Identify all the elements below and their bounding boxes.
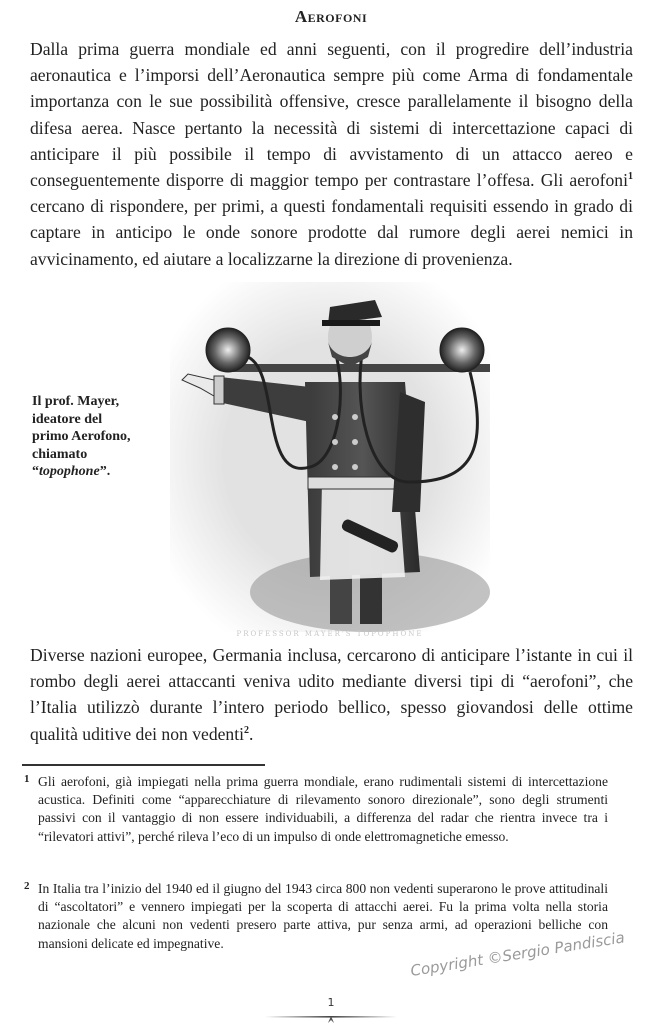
footnote-1 bbox=[24, 773, 624, 846]
engraving-label: PROFESSOR MAYER'S TOPOPHONE bbox=[236, 630, 424, 638]
caption-line bbox=[32, 463, 172, 481]
page-number: 1 bbox=[327, 996, 335, 1009]
caption-line: Il prof. Mayer, bbox=[32, 394, 120, 409]
copyright-watermark: Copyright ©Sergio Pandiscia bbox=[409, 928, 626, 980]
page-title: Aerofoni bbox=[294, 7, 368, 26]
footnote-number: 1 bbox=[24, 773, 30, 785]
body-paragraph-2 bbox=[30, 642, 633, 747]
footnote-text: Gli aerofoni, già impiegati nella prima guerra mondiale, erano rudimentali sistemi di intercettazione acustica. Definiti come “apparecchiature di rilevamento sonoro direzionale”, sono degli strumenti passivi con il vantaggio di non essere individuabili, a differenza del radar che rientra invece tra i “rilevatori attivi”, perché rileva l’eco di un impulso di onde elettromagnetiche emesso. bbox=[38, 774, 608, 844]
paragraph-text: Dalla prima guerra mondiale ed anni seguenti, con il progredire dell’industria aeronautica e l’imporsi dell’Aeronautica sempre più come Arma di fondamentale importanza con le sue possibilità offensive, cresce parallelamente il bisogno della difesa aerea. Nasce pertanto la necessità di sistemi di intercettazione capaci di anticipare il più possibile il tempo di avvistamento di un attacco aereo e conseguentemente disporre di maggior tempo per contrastare l’offesa. Gli aerofoni bbox=[30, 39, 633, 191]
paragraph-text: . bbox=[249, 723, 254, 744]
topophone-illustration bbox=[170, 282, 490, 638]
caption-italic-term: topophone bbox=[39, 464, 100, 479]
footnote-text: In Italia tra l’inizio del 1940 ed il giugno del 1943 circa 800 non vedenti superarono le prove attitudinali di “ascoltatori” e vennero impiegati per la scoperta di attacchi aerei. Fu la prima volta nella storia nazionale che alcuni non vedenti presero parte attiva, pur senza armi, ad operazioni belliche con mansioni delicate ed impegnative. bbox=[38, 881, 608, 951]
body-paragraph-1 bbox=[30, 36, 633, 272]
footnote-ref-1[interactable]: 1 bbox=[628, 171, 633, 183]
caption-line: ideatore del bbox=[32, 411, 103, 427]
paragraph-text: cercano di rispondere, per primi, a questi fondamentali requisiti essendo in grado di captare in anticipo le onde sonore prodotte dal rumore degli aerei nemici in avvicinamento, ed aiutare a localizzarne la direzione di provenienza. bbox=[30, 196, 633, 269]
footnote-number: 2 bbox=[24, 880, 30, 892]
caption-line: primo Aerofono, bbox=[32, 429, 131, 444]
footnote-separator bbox=[22, 764, 265, 766]
caption-line: chiamato bbox=[32, 446, 88, 462]
paragraph-text: Diverse nazioni europee, Germania inclusa, cercarono di anticipare l’istante in cui il rombo degli aerei attaccanti veniva udito mediante diversi tipi di “aerofoni”, che l’Italia utilizzò durante l’intero periodo bellico, spesso giovandosi delle ottime qualità uditive dei non vedenti bbox=[30, 645, 633, 744]
footnote-ref-2[interactable]: 2 bbox=[244, 724, 250, 736]
page-ornament-icon bbox=[265, 1014, 397, 1024]
quote-mark: ”. bbox=[99, 464, 111, 479]
engraving-image bbox=[170, 282, 490, 632]
figure-caption bbox=[32, 393, 172, 481]
quote-mark: “ bbox=[32, 464, 39, 479]
